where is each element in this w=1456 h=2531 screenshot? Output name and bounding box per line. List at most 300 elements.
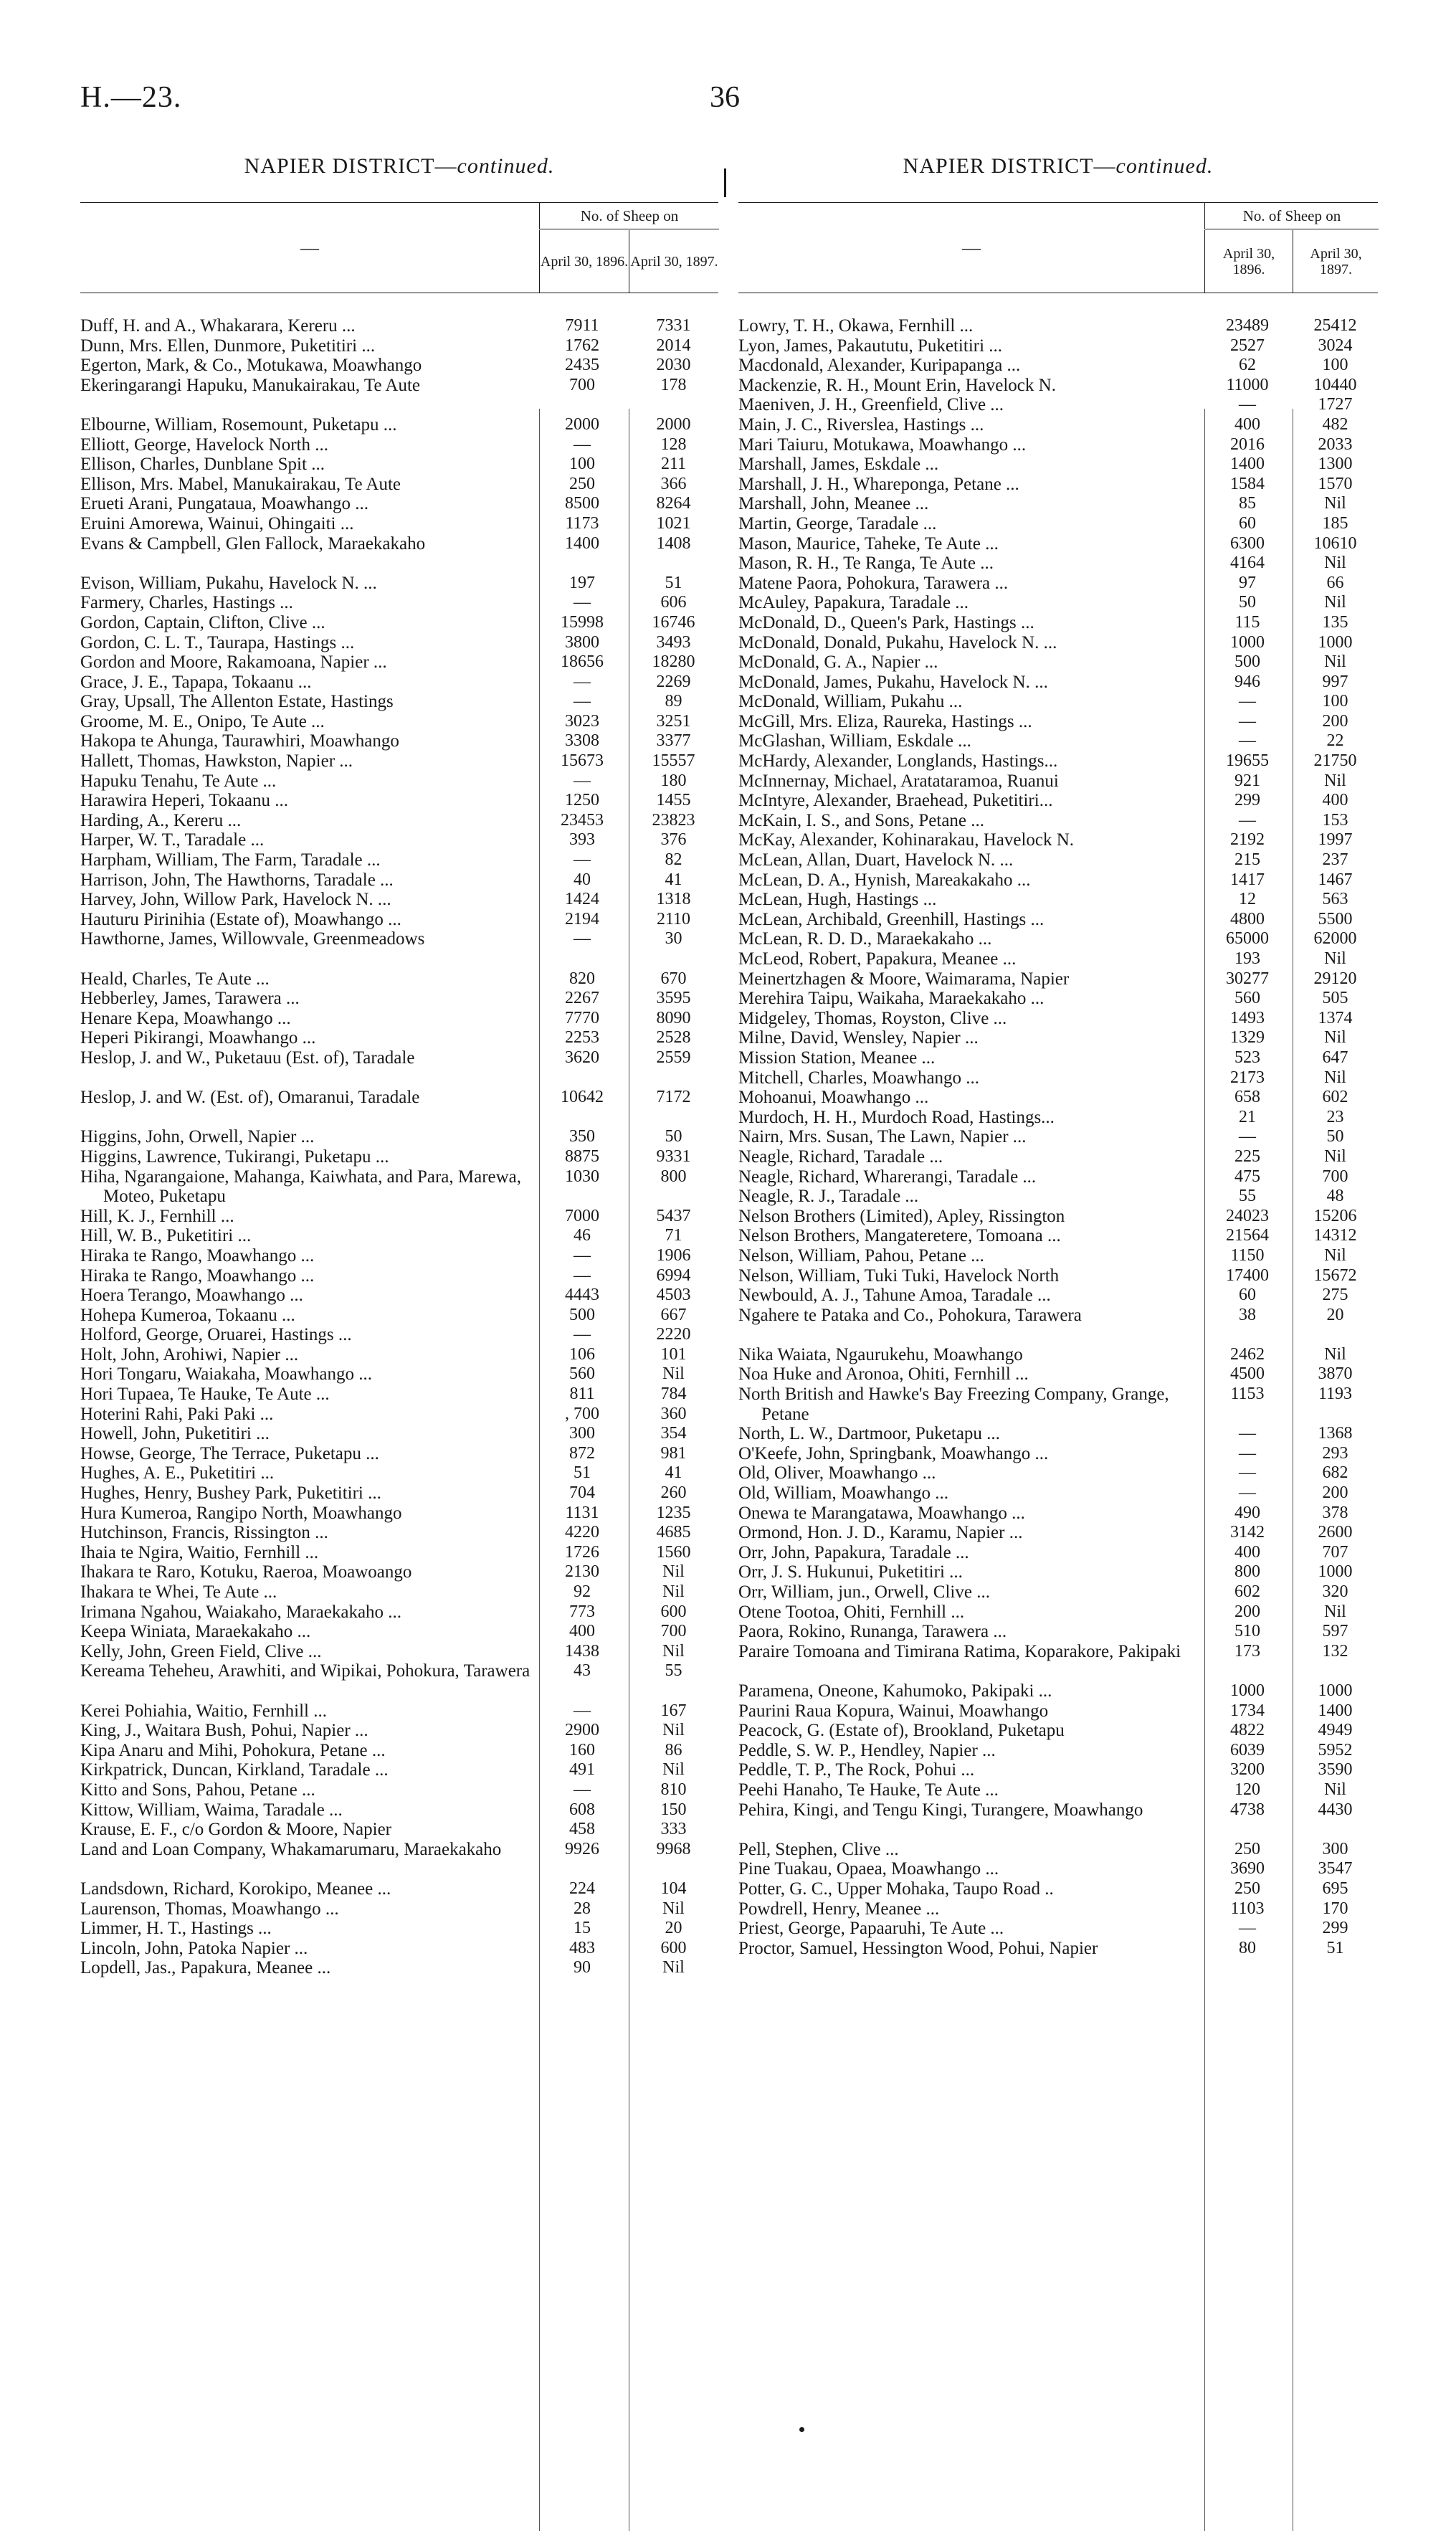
owner-name: Holt, John, Arohiwi, Napier ... <box>80 1344 299 1364</box>
sheep-1896: 773 <box>569 1602 595 1621</box>
table-row <box>80 356 718 376</box>
sheep-1896: — <box>574 1701 591 1720</box>
sheep-1896: , 700 <box>565 1404 599 1423</box>
table-row <box>738 574 1378 594</box>
owner-name: Heperi Pikirangi, Moawhango ... <box>80 1028 316 1048</box>
sheep-1897: 200 <box>1322 1483 1348 1503</box>
report-reference: H.—23. <box>80 81 182 114</box>
table-row <box>738 1444 1378 1464</box>
owner-name: Nairn, Mrs. Susan, The Lawn, Napier ... <box>738 1127 1027 1147</box>
sheep-1897: 647 <box>1322 1048 1348 1067</box>
sheep-1896: 15998 <box>561 612 604 632</box>
sheep-1896: 300 <box>569 1424 595 1443</box>
sheep-1896: 215 <box>1234 850 1260 870</box>
sheep-1896: 120 <box>1234 1780 1260 1799</box>
sheep-1897: 16746 <box>652 612 695 632</box>
owner-name: Kereama Teheheu, Arawhiti, and Wipikai, Pohokura, Tarawera <box>80 1661 530 1681</box>
sheep-1896: 2192 <box>1230 830 1265 850</box>
owner-name: Hauturu Pirinihia (Estate of), Moawhango ... <box>80 909 401 929</box>
owner-name: Hallett, Thomas, Hawkston, Napier ... <box>80 751 353 771</box>
sheep-1896: 60 <box>1239 513 1256 533</box>
left-column-title <box>80 151 718 182</box>
table-row <box>80 1642 718 1662</box>
sheep-1897: 3493 <box>656 632 691 652</box>
sheep-1897: 3870 <box>1318 1364 1353 1384</box>
table-row <box>80 1562 718 1582</box>
sheep-1896: 608 <box>569 1800 595 1819</box>
table-row <box>738 1028 1378 1048</box>
owner-name: Mohoanui, Moawhango ... <box>738 1088 929 1108</box>
sheep-1896: 800 <box>1234 1562 1260 1582</box>
sheep-1896: 106 <box>569 1344 595 1364</box>
owner-name: Mission Station, Meanee ... <box>738 1048 936 1068</box>
owner-name: McDonald, D., Queen's Park, Hastings ... <box>738 612 1034 632</box>
sheep-1897: Nil <box>1324 652 1346 672</box>
sheep-1897: 299 <box>1322 1919 1348 1938</box>
sheep-1897: 51 <box>1326 1938 1344 1957</box>
owner-name: Kittow, William, Waima, Taradale ... <box>80 1800 343 1820</box>
right-title-main: NAPIER DISTRICT— <box>903 154 1116 178</box>
sheep-1896: 18656 <box>561 652 604 672</box>
owner-name: Kerei Pohiahia, Waitio, Fernhill ... <box>80 1701 327 1721</box>
table-row <box>738 1306 1378 1345</box>
left-title-main: NAPIER DISTRICT— <box>244 154 457 178</box>
table-row <box>738 731 1378 751</box>
table-row <box>738 910 1378 930</box>
sheep-1897: 3377 <box>656 731 691 751</box>
table-row <box>80 1820 718 1840</box>
owner-name: McLean, Archibald, Greenhill, Hastings ... <box>738 909 1045 929</box>
owner-name: Proctor, Samuel, Hessington Wood, Pohui, Napier <box>738 1938 1098 1958</box>
owner-name: Eruini Amorewa, Wainui, Ohingaiti ... <box>80 513 354 533</box>
sheep-1896: 872 <box>569 1443 595 1463</box>
owner-name: Landsdown, Richard, Korokipo, Meanee ... <box>80 1879 391 1899</box>
table-row <box>738 633 1378 653</box>
sheep-1896: — <box>574 692 591 711</box>
owner-name: Marshall, J. H., Whareponga, Petane ... <box>738 474 1019 494</box>
owner-name: Meinertzhagen & Moore, Waimarama, Napier <box>738 969 1070 989</box>
sheep-1897: 320 <box>1322 1582 1348 1601</box>
sheep-1897: 21750 <box>1313 751 1357 771</box>
owner-name: Hoera Terango, Moawhango ... <box>80 1286 303 1306</box>
owner-name: McAuley, Papakura, Taradale ... <box>738 593 969 613</box>
owner-name: Peacock, G. (Estate of), Brookland, Puketapu <box>738 1721 1065 1741</box>
table-row <box>738 969 1378 989</box>
sheep-1896: 400 <box>1234 414 1260 434</box>
sheep-1897: 51 <box>665 573 682 592</box>
table-row <box>80 1246 718 1266</box>
table-row <box>738 316 1378 336</box>
sheep-1896: — <box>574 929 591 949</box>
sheep-1897: 86 <box>665 1740 682 1760</box>
sheep-1897: Nil <box>1324 1028 1346 1048</box>
table-row <box>80 1424 718 1444</box>
sheep-1896: 500 <box>1234 652 1260 672</box>
sheep-1897: 237 <box>1322 850 1348 870</box>
table-row <box>80 1028 718 1048</box>
sheep-1896: 2267 <box>565 989 599 1008</box>
owner-name: Neagle, R. J., Taradale ... <box>738 1187 919 1207</box>
sheep-1896: 224 <box>569 1879 595 1898</box>
table-row <box>738 554 1378 574</box>
sheep-1896: 510 <box>1234 1622 1260 1641</box>
sheep-1897: 23823 <box>652 810 695 830</box>
sheep-1896: 3690 <box>1230 1859 1265 1879</box>
sheep-1897: 1235 <box>656 1503 691 1522</box>
table-row <box>80 969 718 989</box>
sheep-1897: 41 <box>665 870 682 889</box>
owner-name: Midgeley, Thomas, Royston, Clive ... <box>738 1008 1007 1028</box>
table-row <box>80 989 718 1009</box>
table-row <box>738 771 1378 792</box>
sheep-1897: 50 <box>665 1127 682 1146</box>
sheep-1897: 153 <box>1322 810 1348 830</box>
owner-name: Heslop, J. and W., Puketauu (Est. of), Taradale <box>80 1048 415 1068</box>
owner-name: Noa Huke and Aronoa, Ohiti, Fernhill ... <box>738 1364 1029 1385</box>
owner-name: Grace, J. E., Tapapa, Tokaanu ... <box>80 672 312 692</box>
sheep-1897: 10440 <box>1313 375 1357 394</box>
owner-name: Mason, R. H., Te Ranga, Te Aute ... <box>738 554 994 574</box>
table-row <box>738 830 1378 850</box>
sheep-1897: 100 <box>1322 692 1348 711</box>
sheep-1897: 3595 <box>656 989 691 1008</box>
owner-name: Gordon, Captain, Clifton, Clive ... <box>80 612 325 632</box>
table-row <box>80 1345 718 1365</box>
sheep-1896: 2000 <box>565 414 599 434</box>
sheep-1896: 38 <box>1239 1305 1256 1324</box>
sheep-1897: 606 <box>660 593 687 612</box>
table-row <box>80 673 718 693</box>
owner-name: Hiraka te Rango, Moawhango ... <box>80 1245 315 1266</box>
sheep-1896: 1424 <box>565 890 599 909</box>
sheep-1896: 3142 <box>1230 1523 1265 1542</box>
sheep-1896: 1400 <box>565 533 599 553</box>
table-row <box>738 514 1378 534</box>
sheep-1896: 97 <box>1239 573 1256 592</box>
sheep-1896: 704 <box>569 1483 595 1503</box>
sheep-1896: 400 <box>569 1622 595 1641</box>
sheep-1897: 1000 <box>1318 632 1353 652</box>
owner-name: Hapuku Tenahu, Te Aute ... <box>80 771 277 791</box>
sheep-1897: 1318 <box>656 890 691 909</box>
sheep-1896: 2173 <box>1230 1068 1265 1087</box>
table-row <box>80 1780 718 1800</box>
sheep-1897: 1570 <box>1318 474 1353 493</box>
sheep-1896: 658 <box>1234 1088 1260 1107</box>
sheep-1896: 24023 <box>1226 1206 1269 1225</box>
owner-name: Marshall, John, Meanee ... <box>738 494 929 514</box>
table-row <box>80 1226 718 1246</box>
table-row <box>738 1048 1378 1068</box>
sheep-1897: Nil <box>662 1641 685 1661</box>
sheep-1897: 150 <box>660 1800 687 1819</box>
owner-name: Evison, William, Pukahu, Havelock N. ... <box>80 573 377 593</box>
sheep-1897: 25412 <box>1313 316 1357 335</box>
table-row <box>738 534 1378 554</box>
table-row <box>80 929 718 969</box>
table-row <box>80 751 718 771</box>
right-column <box>738 151 1378 1978</box>
sheep-1896: 4822 <box>1230 1721 1265 1740</box>
sheep-1896: 350 <box>569 1127 595 1146</box>
sheep-1897: 8090 <box>656 1008 691 1027</box>
table-row <box>738 1385 1378 1424</box>
sheep-1896: — <box>1239 1443 1256 1463</box>
table-row <box>738 1504 1378 1524</box>
table-row <box>80 791 718 811</box>
table-row <box>738 1859 1378 1879</box>
sheep-1897: Nil <box>1324 1068 1346 1087</box>
table-row <box>738 712 1378 732</box>
sheep-1896: 21564 <box>1226 1226 1269 1245</box>
owner-name: Keepa Winiata, Maraekakaho ... <box>80 1622 311 1642</box>
right-col-1897-header: April 30, 1897. <box>1293 230 1379 293</box>
sheep-1896: 250 <box>1234 1879 1260 1898</box>
sheep-1896: 921 <box>1234 771 1260 790</box>
owner-name: Hutchinson, Francis, Rissington ... <box>80 1523 328 1543</box>
sheep-1896: 393 <box>569 830 595 850</box>
sheep-1897: 14312 <box>1313 1226 1357 1245</box>
sheep-1896: 225 <box>1234 1146 1260 1166</box>
sheep-1896: 299 <box>1234 791 1260 810</box>
table-row <box>80 1543 718 1563</box>
sheep-1897: 132 <box>1322 1641 1348 1661</box>
sheep-1897: 700 <box>1322 1167 1348 1186</box>
sheep-1897: 260 <box>660 1483 687 1503</box>
owner-name: Lincoln, John, Patoka Napier ... <box>80 1938 308 1958</box>
sheep-1896: 10642 <box>561 1088 604 1107</box>
owner-name: McLean, Hugh, Hastings ... <box>738 890 937 910</box>
owner-name: Peddle, S. W. P., Hendley, Napier ... <box>738 1740 996 1760</box>
sheep-1897: Nil <box>662 1582 685 1601</box>
page-header <box>0 80 1456 123</box>
table-row <box>80 613 718 633</box>
sheep-1896: 43 <box>574 1661 591 1681</box>
owner-name: Nika Waiata, Ngaurukehu, Moawhango <box>738 1344 1023 1364</box>
sheep-1897: 2528 <box>656 1028 691 1048</box>
owner-name: Merehira Taipu, Waikaha, Maraekakaho ... <box>738 989 1045 1009</box>
owner-name: Priest, George, Papaaruhi, Te Aute ... <box>738 1919 1004 1939</box>
table-row <box>80 435 718 455</box>
left-sheep-group-header: No. of Sheep on <box>539 203 719 229</box>
table-row <box>80 1701 718 1722</box>
owner-name: Neagle, Richard, Wharerangi, Taradale ... <box>738 1167 1037 1187</box>
right-sheep-group-header: No. of Sheep on <box>1204 203 1379 229</box>
table-row <box>80 1127 718 1147</box>
sheep-1896: 1584 <box>1230 474 1265 493</box>
sheep-1896: 250 <box>1234 1839 1260 1858</box>
sheep-1896: 1150 <box>1230 1245 1265 1265</box>
sheep-1896: 1493 <box>1230 1008 1265 1027</box>
sheep-1897: 167 <box>660 1701 687 1720</box>
sheep-1897: 400 <box>1322 791 1348 810</box>
sheep-1896: — <box>574 1245 591 1265</box>
owner-name: Hill, W. B., Puketitiri ... <box>80 1226 252 1246</box>
table-row <box>80 1088 718 1127</box>
sheep-1897: 354 <box>660 1424 687 1443</box>
owner-name: O'Keefe, John, Springbank, Moawhango ... <box>738 1443 1049 1463</box>
owner-name: McDonald, James, Pukahu, Havelock N. ... <box>738 672 1048 692</box>
owner-name: Hoterini Rahi, Paki Paki ... <box>80 1404 274 1424</box>
table-row <box>80 1364 718 1385</box>
sheep-1896: — <box>1239 692 1256 711</box>
sheep-1896: — <box>1239 711 1256 731</box>
table-row <box>738 1226 1378 1246</box>
owner-name: Ihakara te Raro, Kotuku, Raeroa, Moawoango <box>80 1562 412 1582</box>
sheep-1897: 670 <box>660 969 687 988</box>
left-table-body <box>80 316 718 1978</box>
owner-name: Ormond, Hon. J. D., Karamu, Napier ... <box>738 1523 1023 1543</box>
owner-name: Groome, M. E., Onipo, Te Aute ... <box>80 711 325 731</box>
owner-name: Martin, George, Taradale ... <box>738 513 937 533</box>
sheep-1897: 1400 <box>1318 1701 1353 1720</box>
owner-name: Hughes, A. E., Puketitiri ... <box>80 1463 275 1483</box>
sheep-1896: — <box>1239 1424 1256 1443</box>
table-row <box>738 1681 1378 1701</box>
sheep-1897: 1368 <box>1318 1424 1353 1443</box>
sheep-1896: 1400 <box>1230 455 1265 474</box>
sheep-1897: 4685 <box>656 1523 691 1542</box>
sheep-1896: 3620 <box>565 1048 599 1067</box>
table-row <box>738 435 1378 455</box>
sheep-1896: — <box>1239 1463 1256 1483</box>
sheep-1897: Nil <box>1324 1780 1346 1799</box>
table-row <box>80 1582 718 1602</box>
page-number: 36 <box>710 81 740 114</box>
sheep-1897: 366 <box>660 474 687 493</box>
sheep-1896: — <box>1239 810 1256 830</box>
owner-name: Elbourne, William, Rosemount, Puketapu ... <box>80 414 397 435</box>
table-row <box>80 1306 718 1326</box>
owner-name: Neagle, Richard, Taradale ... <box>738 1146 943 1167</box>
sheep-1897: 1560 <box>656 1542 691 1562</box>
table-row <box>80 1444 718 1464</box>
sheep-1897: Nil <box>662 1899 685 1918</box>
table-row <box>738 1741 1378 1761</box>
sheep-1897: 2030 <box>656 356 691 375</box>
table-row <box>80 1325 718 1345</box>
sheep-1897: 682 <box>1322 1463 1348 1483</box>
table-row <box>80 1266 718 1286</box>
sheep-1897: 170 <box>1322 1899 1348 1918</box>
table-row <box>80 1879 718 1899</box>
owner-name: Laurenson, Thomas, Moawhango ... <box>80 1899 339 1919</box>
table-row <box>80 811 718 831</box>
sheep-1897: 1021 <box>656 513 691 533</box>
owner-name: McDonald, William, Pukahu ... <box>738 692 963 712</box>
table-row <box>80 1147 718 1167</box>
sheep-1896: 8875 <box>565 1146 599 1166</box>
sheep-1897: 3547 <box>1318 1859 1353 1879</box>
owner-name: Old, Oliver, Moawhango ... <box>738 1463 936 1483</box>
sheep-1896: 3023 <box>565 711 599 731</box>
right-title-cont: continued. <box>1115 154 1214 178</box>
table-row <box>80 890 718 910</box>
sheep-1897: Nil <box>662 1562 685 1582</box>
sheep-1896: 4220 <box>565 1523 599 1542</box>
owner-name: Hill, K. J., Fernhill ... <box>80 1206 234 1226</box>
table-row <box>80 731 718 751</box>
owner-name: Gordon and Moore, Rakamoana, Napier ... <box>80 652 387 673</box>
owner-name: Maeniven, J. H., Greenfield, Clive ... <box>738 395 1004 415</box>
table-row <box>738 613 1378 633</box>
owner-name: Paraire Tomoana and Timirana Ratima, Koparakore, Pakipaki <box>738 1641 1181 1661</box>
table-row <box>80 1048 718 1088</box>
table-row <box>738 475 1378 495</box>
table-row <box>738 395 1378 415</box>
sheep-1896: — <box>574 771 591 790</box>
owner-name: Krause, E. F., c/o Gordon & Moore, Napier <box>80 1820 392 1840</box>
owner-name: Ellison, Charles, Dunblane Spit ... <box>80 455 325 475</box>
sheep-1896: 3800 <box>565 632 599 652</box>
table-row <box>80 1800 718 1820</box>
table-row <box>738 850 1378 870</box>
sheep-1896: 6300 <box>1230 533 1265 553</box>
owner-name: Matene Paora, Pohokura, Tarawera ... <box>738 573 1009 593</box>
owner-name: Ekeringarangi Hapuku, Manukairakau, Te Aute <box>80 375 421 395</box>
owner-name: Limmer, H. T., Hastings ... <box>80 1919 272 1939</box>
table-row <box>738 1187 1378 1207</box>
table-row <box>80 534 718 574</box>
table-row <box>80 316 718 336</box>
sheep-1897: 7331 <box>656 316 691 335</box>
sheep-1897: 378 <box>1322 1503 1348 1522</box>
owner-name: Milne, David, Wensley, Napier ... <box>738 1028 979 1048</box>
sheep-1897: 2033 <box>1318 435 1353 454</box>
owner-name: Newbould, A. J., Tahune Amoa, Taradale ... <box>738 1286 1051 1306</box>
owner-name: Powdrell, Henry, Meanee ... <box>738 1899 940 1919</box>
sheep-1896: 602 <box>1234 1582 1260 1601</box>
table-row <box>738 415 1378 435</box>
owner-name: Orr, J. S. Hukunui, Puketitiri ... <box>738 1562 963 1582</box>
sheep-1896: 490 <box>1234 1503 1260 1522</box>
owner-name: McGill, Mrs. Eliza, Raureka, Hastings ... <box>738 711 1032 731</box>
sheep-1896: 40 <box>574 870 591 889</box>
owner-name: Ihaia te Ngira, Waitio, Fernhill ... <box>80 1542 319 1562</box>
sheep-1896: — <box>1239 1127 1256 1146</box>
owner-name: Orr, William, jun., Orwell, Clive ... <box>738 1582 990 1602</box>
sheep-1896: 19655 <box>1226 751 1269 771</box>
sheep-1896: 197 <box>569 573 595 592</box>
table-row <box>738 1642 1378 1681</box>
table-row <box>80 1919 718 1939</box>
owner-name: Gordon, C. L. T., Taurapa, Hastings ... <box>80 632 355 652</box>
sheep-1897: 784 <box>660 1385 687 1404</box>
owner-name: Paora, Rokino, Runanga, Tarawera ... <box>738 1622 1007 1642</box>
sheep-1897: Nil <box>1324 1602 1346 1621</box>
sheep-1896: 7000 <box>565 1206 599 1225</box>
sheep-1896: 30277 <box>1226 969 1269 988</box>
owner-name: North British and Hawke's Bay Freezing Company, Grange, Petane <box>738 1385 1169 1424</box>
sheep-1896: 15673 <box>561 751 604 771</box>
table-row <box>738 1919 1378 1939</box>
sheep-1897: 135 <box>1322 612 1348 632</box>
left-table-header <box>80 202 718 293</box>
table-row <box>80 1958 718 1978</box>
owner-name: Paurini Raua Kopura, Wainui, Moawhango <box>738 1701 1049 1721</box>
owner-name: Old, William, Moawhango ... <box>738 1483 948 1504</box>
sheep-1896: 15 <box>574 1919 591 1938</box>
sheep-1896: 820 <box>569 969 595 988</box>
owner-name: Hebberley, James, Tarawera ... <box>80 989 300 1009</box>
owner-name: Ellison, Mrs. Mabel, Manukairakau, Te Aute <box>80 474 401 494</box>
sheep-1897: 178 <box>660 375 687 394</box>
sheep-1897: 128 <box>660 435 687 454</box>
owner-name: Macdonald, Alexander, Kuripapanga ... <box>738 356 1021 376</box>
sheep-1896: 400 <box>1234 1542 1260 1562</box>
owner-name: Hori Tupaea, Te Hauke, Te Aute ... <box>80 1385 330 1405</box>
owner-name: Erueti Arani, Pungataua, Moawhango ... <box>80 494 368 514</box>
